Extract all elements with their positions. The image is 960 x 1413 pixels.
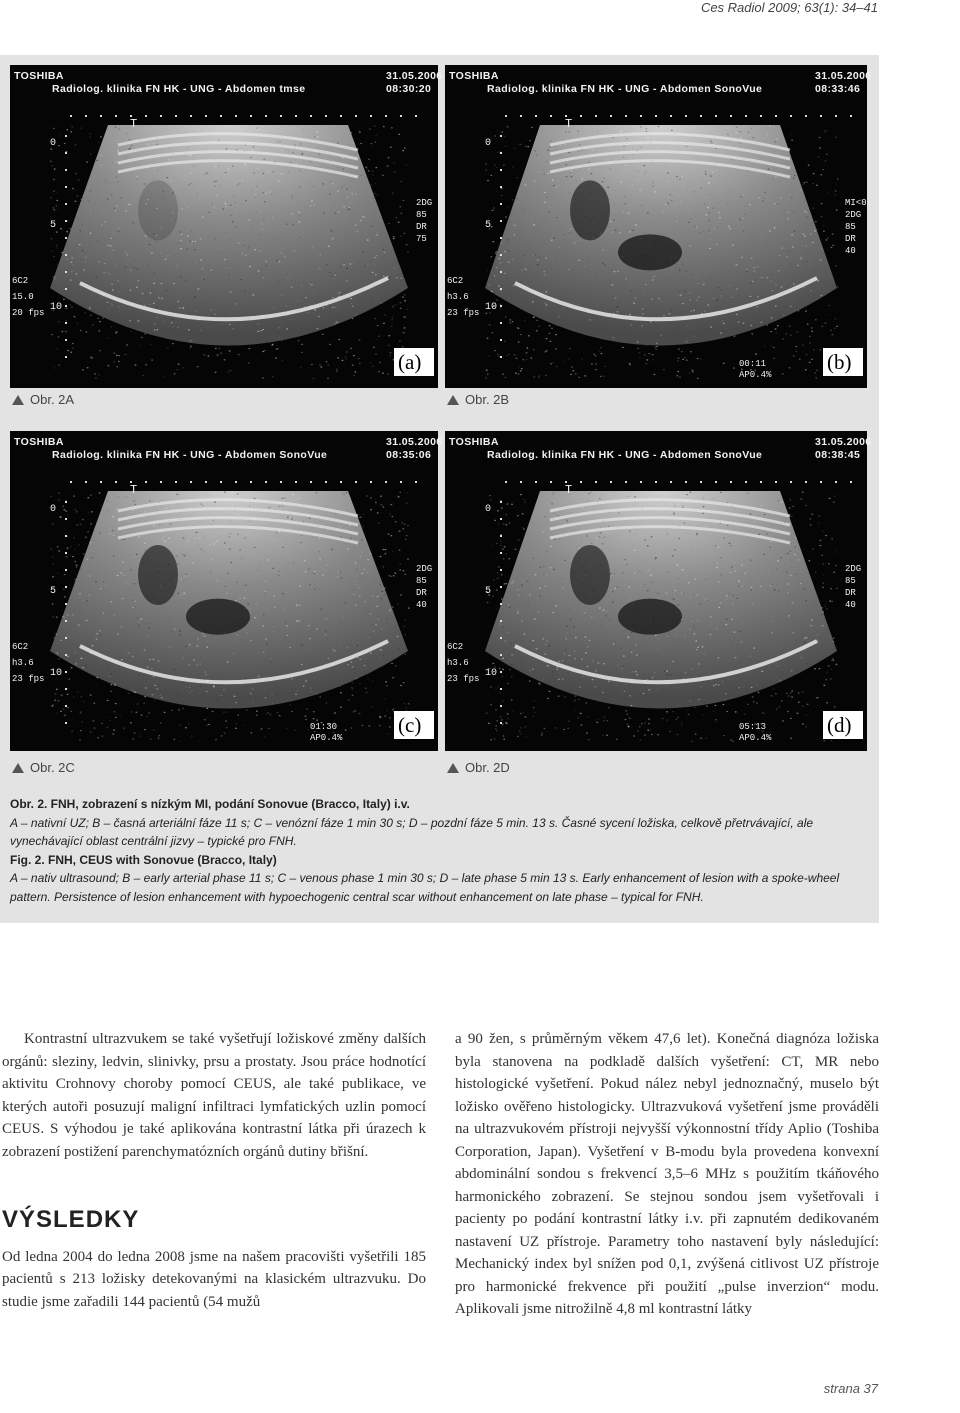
depth-mark: 10 <box>50 302 63 313</box>
svg-text:T: T <box>565 483 573 497</box>
depth-mark: 10 <box>485 668 498 679</box>
figure-label-c <box>12 760 75 775</box>
gain-info: 40 <box>845 600 856 610</box>
left-column <box>2 1028 426 1313</box>
gain-info: 85 <box>416 210 427 220</box>
scanner-brand: TOSHIBA <box>449 436 499 448</box>
triangle-icon <box>447 395 459 405</box>
probe-info: 6C2 <box>12 642 29 652</box>
depth-mark: 5 <box>485 586 492 597</box>
right-column <box>455 1028 879 1321</box>
gain-info: 2DG <box>416 198 433 208</box>
ultrasound-panel-d <box>445 431 872 751</box>
probe-info: 23 fps <box>447 308 480 318</box>
running-head: Ces Radiol 2009; 63(1): 34–41 <box>700 0 878 15</box>
section-heading: VÝSLEDKY <box>2 1206 140 1233</box>
gain-info: 85 <box>416 576 427 586</box>
figure-label-d <box>447 760 510 775</box>
caption-cz-title: Obr. 2. FNH, zobrazení s nízkým MI, podání Sonovue (Bracco, Italy) i.v. <box>10 797 410 811</box>
scan-date: 31.05.2006 <box>815 436 872 448</box>
depth-mark: 0 <box>50 504 57 515</box>
depth-mark: 5 <box>50 586 57 597</box>
scan-date: 31.05.2006 <box>386 436 443 448</box>
paragraph: Kontrastní ultrazvukem se také vyšetřují ložiskové změny dalších orgánů: sleziny, ledvin, slinivky, prsu a prostaty. Jsou práce hodnotící aktivitu Crohnovy choroby pomocí CEUS, ale také publikace, ve kterých autoři posuzují maligní infiltraci lymfatických uzlin pomocí CEUS. S výhodou je také aplikována kontrastní látka při úrazech k zobrazení postižení parenchymatózních orgánů dutiny břišní. <box>2 1031 426 1160</box>
triangle-icon <box>12 763 24 773</box>
probe-info: 6C2 <box>447 642 464 652</box>
scan-time: 08:33:46 <box>815 83 861 95</box>
probe-info: 6C2 <box>12 276 29 286</box>
probe-info: h3.6 <box>12 658 34 668</box>
triangle-icon <box>12 395 24 405</box>
gain-info: DR <box>416 222 427 232</box>
scan-time: 08:30:20 <box>386 83 432 95</box>
figure-label-b-text: Obr. 2B <box>465 392 510 407</box>
gain-info: 85 <box>845 222 856 232</box>
ultrasound-image <box>445 65 873 388</box>
probe-info: 20 fps <box>12 308 45 318</box>
figure-label-b <box>447 392 509 407</box>
timer-info: AP0.4% <box>310 733 343 743</box>
timer-info: AP0.4% <box>739 733 772 743</box>
page-number: strana 37 <box>823 1381 878 1396</box>
gain-info: 40 <box>845 246 856 256</box>
figure-box <box>0 55 879 923</box>
gain-info: DR <box>416 588 427 598</box>
probe-info: h3.6 <box>447 658 469 668</box>
scanner-brand: TOSHIBA <box>14 436 64 448</box>
ultrasound-panel-c <box>10 431 443 751</box>
scan-title: Radiolog. klinika FN HK - UNG - Abdomen SonoVue <box>487 449 763 461</box>
depth-mark: 10 <box>485 302 498 313</box>
figure-caption <box>10 795 872 906</box>
depth-mark: 0 <box>50 138 57 149</box>
figure-label-d-text: Obr. 2D <box>465 760 510 775</box>
probe-info: 6C2 <box>447 276 464 286</box>
ultrasound-image <box>445 431 872 751</box>
figure-label-c-text: Obr. 2C <box>30 760 75 775</box>
paragraph: a 90 žen, s průměrným věkem 47,6 let). Konečná diagnóza ložiska byla stanovena na podkladě dalších vyšetření: CT, MR nebo histologické vyšetření. Pokud nález nebyl jednoznačný, muselo být ložisko ověřeno histologicky. Ultrazvuková vyšetření jsme prováděli na ultrazvukovém přístroji nejvyšší výkonnostní třídy Aplio (Toshiba Corporation, Japan). Vyšetření v B-modu byla provedena konvexní abdominální sondou s frekvencí 3,5–6 MHz s použitím tkáňového harmonického zobrazení. Se stejnou sondou jsem vyšetřovali i pacienty po podání kontrastní látky i.v. při zapnutém dedikovaném nastavení UZ přístroje. Parametry toho nastavení byly následující: Mechanický index byl snížen pod 0,1, zvýšená citlivost UZ přístroje pro harmonické frekvence při použití „pulse inverzion“ modu. Aplikovali jsme nitrožilně 4,8 ml kontrastní látky <box>455 1031 879 1317</box>
depth-mark: 5 <box>50 220 57 231</box>
scan-date: 31.05.2006 <box>386 70 443 82</box>
gain-info: 85 <box>845 576 856 586</box>
ultrasound-image <box>10 431 443 751</box>
caption-en-title: Fig. 2. FNH, CEUS with Sonovue (Bracco, Italy) <box>10 852 277 867</box>
depth-mark: 10 <box>50 668 63 679</box>
scan-time: 08:35:06 <box>386 449 432 461</box>
panel-letter: (c) <box>398 713 422 737</box>
panel-letter: (b) <box>827 350 852 374</box>
scanner-brand: TOSHIBA <box>14 70 64 82</box>
gain-info: 2DG <box>416 564 433 574</box>
depth-mark: 5 <box>485 220 492 231</box>
gain-info: 75 <box>416 234 427 244</box>
scan-title: Radiolog. klinika FN HK - UNG - Abdomen SonoVue <box>52 449 328 461</box>
depth-mark: 0 <box>485 138 492 149</box>
probe-info: h3.6 <box>447 292 469 302</box>
scanner-brand: TOSHIBA <box>449 70 499 82</box>
ultrasound-panel-b <box>445 65 873 388</box>
ultrasound-panel-a <box>10 65 443 388</box>
probe-info: 23 fps <box>12 674 45 684</box>
probe-info: 15.0 <box>12 292 34 302</box>
gain-info: 40 <box>416 600 427 610</box>
gain-info: DR <box>845 588 856 598</box>
probe-info: 23 fps <box>447 674 480 684</box>
timer-info: 01:30 <box>310 722 338 732</box>
ultrasound-image <box>10 65 443 388</box>
panel-letter: (d) <box>827 713 852 737</box>
scan-title: Radiolog. klinika FN HK - UNG - Abdomen SonoVue <box>487 83 763 95</box>
gain-info: DR <box>845 234 856 244</box>
svg-text:T: T <box>130 483 138 497</box>
gain-info: 2DG <box>845 210 862 220</box>
scan-title: Radiolog. klinika FN HK - UNG - Abdomen tmse <box>52 83 306 95</box>
scan-time: 08:38:45 <box>815 449 861 461</box>
figure-label-a <box>12 392 74 407</box>
gain-info: MI<0. <box>845 198 873 208</box>
figure-label-a-text: Obr. 2A <box>30 392 75 407</box>
panel-letter: (a) <box>398 350 422 374</box>
caption-en-body: A – nativ ultrasound; B – early arterial phase 11 s; C – venous phase 1 min 30 s; D – late phase 5 min 13 s. Early enhancement of lesion with a spoke-wheel pattern. Persistence of lesion enhancement with hypoechogenic central scar without enhancement on late phase – typical for FNH. <box>10 871 840 904</box>
caption-cz-body: A – nativní UZ; B – časná arteriální fáze 11 s; C – venózní fáze 1 min 30 s; D – pozdní fáze 5 min. 13 s. Časné sycení ložiska, celkově přetrvávající, ale vynechávající oblast centrální jizvy – typické pro FNH. <box>10 815 814 848</box>
paragraph: Od ledna 2004 do ledna 2008 jsme na našem pracovišti vyšetřili 185 pacientů s 213 ložisky detekovanými na klasickém ultrazvuku. Do studie jsme zařadili 144 pacientů (54 mužů <box>2 1248 426 1310</box>
depth-mark: 0 <box>485 504 492 515</box>
scan-date: 31.05.2006 <box>815 70 872 82</box>
gain-info: 2DG <box>845 564 862 574</box>
triangle-icon <box>447 763 459 773</box>
svg-text:T: T <box>565 117 573 131</box>
svg-text:T: T <box>130 117 138 131</box>
timer-info: 05:13 <box>739 722 767 732</box>
timer-info: 00:11 <box>739 359 767 369</box>
timer-info: AP0.4% <box>739 370 772 380</box>
